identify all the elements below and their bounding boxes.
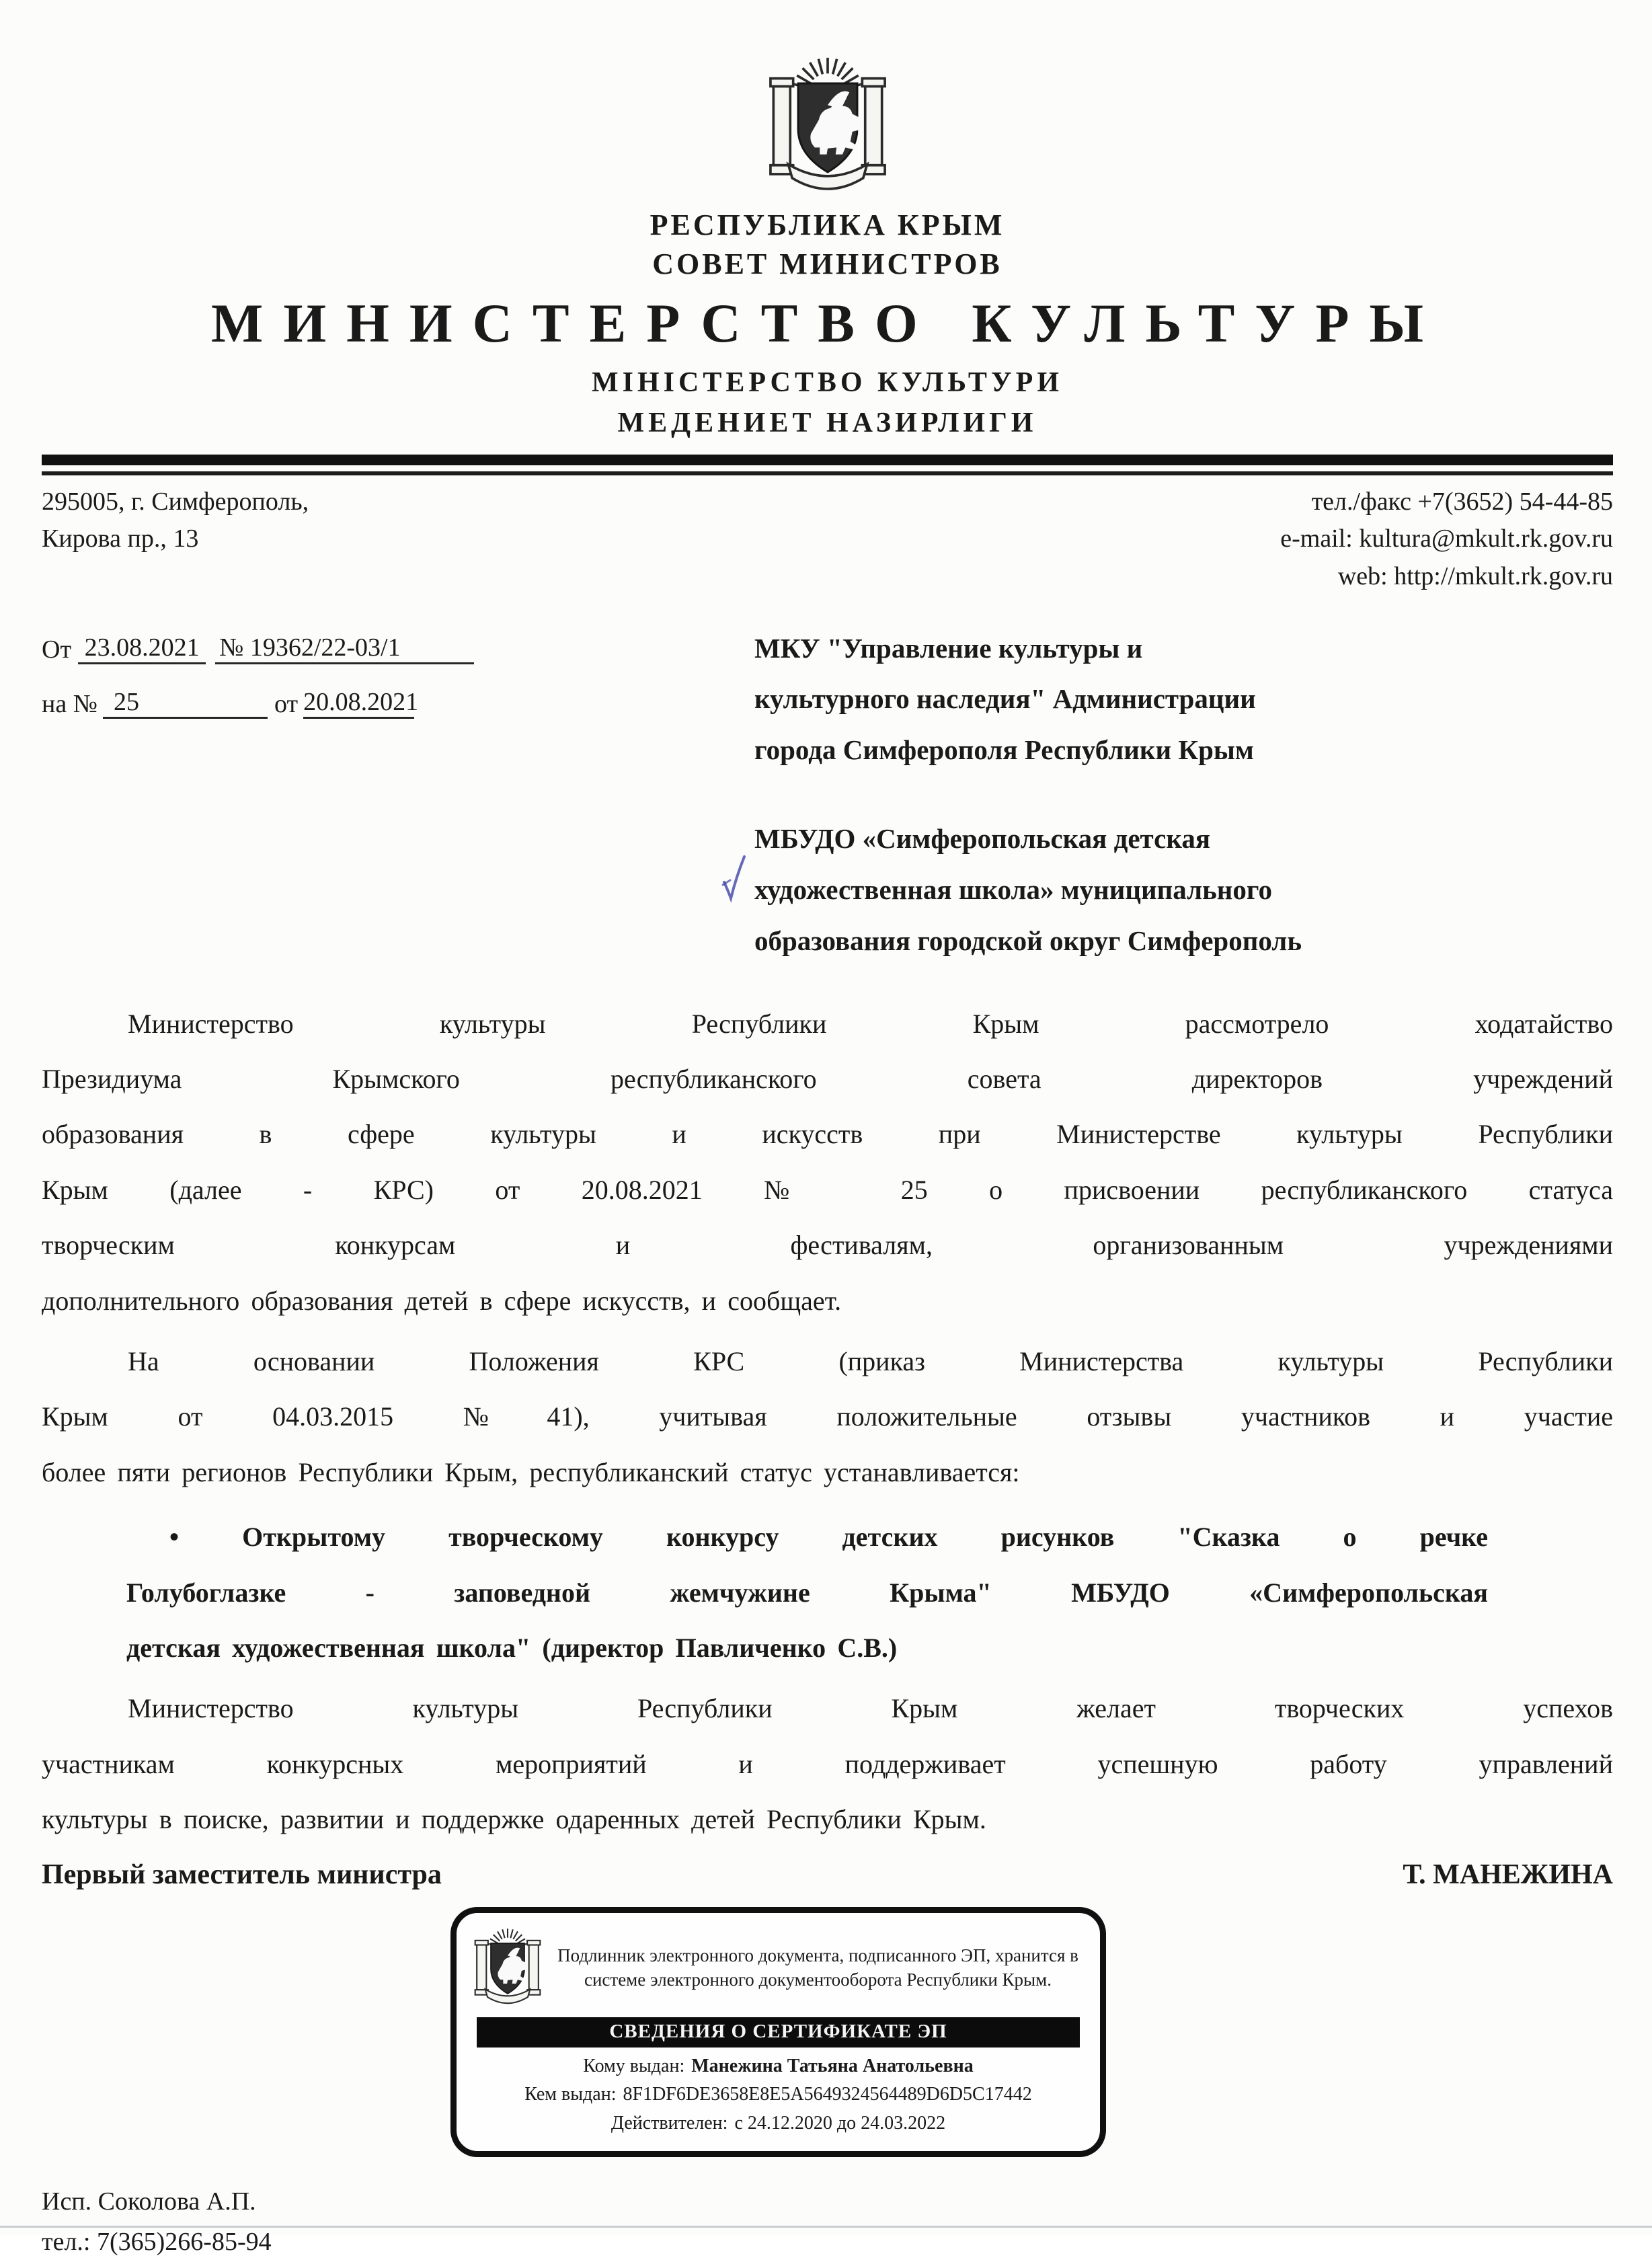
incoming-prefix: на № [42, 689, 97, 718]
recipient-line: города Симферополя Республики Крым [754, 734, 1254, 766]
letterhead-republic-line: РЕСПУБЛИКА КРЫМ [650, 208, 1005, 241]
handwritten-check-mark-icon [721, 849, 749, 912]
body-line: дополнительного образования детей в сфере искусств, и сообщает. [42, 1285, 842, 1316]
certificate-validity [474, 2111, 1083, 2136]
incoming-from-label: от [274, 689, 299, 718]
body-line: образования в сфере культуры и искусств при Министерстве культуры Республики [42, 1119, 1613, 1150]
stamp-intro-line: системе электронного документооборота Республики Крым. [584, 1970, 1052, 1990]
reference-block [42, 623, 754, 967]
executor-name: Исп. Соколова А.П. [42, 2187, 256, 2216]
outgoing-prefix: От [42, 635, 72, 664]
stamp-coat-of-arms-icon [474, 1926, 541, 2011]
issued-to-value: Манежина Татьяна Анатольевна [691, 2055, 974, 2076]
phone-fax: тел./факс +7(3652) 54-44-85 [1311, 488, 1613, 516]
incoming-date: 20.08.2021 [303, 687, 414, 719]
executor-phone: тел.: 7(365)266-85-94 [42, 2228, 272, 2257]
executor-footer [42, 2181, 1613, 2262]
bullet-item-contest [126, 1510, 1488, 1676]
letterhead-ministry-title-crimean-tatar: МЕДЕНИЕТ НАЗИРЛИГИ [617, 407, 1037, 439]
issued-by-label: Кем выдан: [524, 2084, 617, 2105]
signatory-name: Т. МАНЕЖИНА [1403, 1859, 1613, 1890]
signatory-position: Первый заместитель министра [42, 1859, 442, 1890]
body-line: участникам конкурсных мероприятий и поддерживает успешную работу управлений [42, 1748, 1613, 1779]
incoming-number: 25 [103, 687, 268, 719]
paragraph-1 [42, 997, 1613, 1329]
body-line: культуры в поиске, развитии и поддержке одаренных детей Республики Крым. [42, 1804, 986, 1835]
paragraph-2 [42, 1334, 1613, 1500]
certificate-issued-to [474, 2054, 1083, 2079]
validity-label: Действителен: [611, 2113, 728, 2134]
issued-by-value: 8F1DF6DE3658E8E5A5649324564489D6D5C17442 [623, 2084, 1032, 2105]
certificate-issued-by [474, 2082, 1083, 2107]
recipient-line: образования городской округ Симферополь [754, 925, 1302, 956]
letterhead-ministry-title: МИНИСТЕРСТВО КУЛЬТУРЫ [210, 292, 1444, 354]
scan-edge-line [0, 2226, 1652, 2228]
bullet-line: Голубоглазке - заповедной жемчужине Крыма" МБУДО «Симферопольская [126, 1577, 1488, 1608]
certificate-header-bar: СВЕДЕНИЯ О СЕРТИФИКАТЕ ЭП [477, 2017, 1080, 2048]
bullet-line: • Открытому творческому конкурсу детских рисунков "Сказка о речке [169, 1522, 1488, 1553]
recipient-org-2 [754, 814, 1613, 967]
letter-body [42, 997, 1613, 1848]
contact-details [1280, 483, 1613, 594]
address-line-1: 295005, г. Симферополь, [42, 488, 309, 516]
incoming-reference-row [42, 687, 754, 719]
letterhead-rule-thick [42, 455, 1613, 465]
website: web: http://mkult.rk.gov.ru [1337, 561, 1613, 590]
stamp-header [474, 1926, 1083, 2011]
crimea-coat-of-arms-icon [769, 50, 887, 206]
body-line: более пяти регионов Республики Крым, республиканский статус устанавливается: [42, 1456, 1020, 1487]
postal-address [42, 483, 309, 594]
outgoing-number: № 19362/22-03/1 [215, 633, 474, 664]
address-line-2: Кирова пр., 13 [42, 524, 199, 553]
outgoing-reference-row [42, 633, 754, 664]
body-line: Президиума Крымского республиканского совета директоров учреждений [42, 1064, 1613, 1095]
contact-row [42, 483, 1613, 594]
letterhead-rule-thin [42, 471, 1613, 475]
outgoing-date: 23.08.2021 [78, 633, 206, 664]
email: e-mail: kultura@mkult.rk.gov.ru [1280, 524, 1613, 553]
body-line: творческим конкурсам и фестивалям, организованным учреждениями [42, 1230, 1613, 1261]
electronic-signature-stamp [450, 1907, 1106, 2158]
recipient-line: культурного наследия" Администрации [754, 683, 1256, 715]
body-line: Министерство культуры Республики Крым рассмотрело ходатайство [128, 1008, 1613, 1039]
body-line: На основании Положения КРС (приказ Министерства культуры Республики [128, 1346, 1613, 1377]
certificate-details [474, 2054, 1083, 2137]
signature-row [42, 1859, 1613, 1891]
reference-and-recipient [42, 623, 1613, 967]
letterhead-council-line: СОВЕТ МИНИСТРОВ [652, 247, 1002, 281]
body-line: Крым (далее - КРС) от 20.08.2021 № 25 о присвоении республиканского статуса [42, 1174, 1613, 1205]
stamp-intro-line: Подлинник электронного документа, подписанного ЭП, хранится в [557, 1945, 1078, 1966]
recipient-block [754, 623, 1613, 967]
letterhead [42, 50, 1613, 444]
validity-value: с 24.12.2020 до 24.03.2022 [734, 2113, 946, 2134]
letterhead-ministry-title-ukrainian: МІНІСТЕРСТВО КУЛЬТУРИ [591, 366, 1064, 398]
recipient-line: МКУ "Управление культуры и [754, 632, 1143, 664]
recipient-line: МБУДО «Симферопольская детская [754, 823, 1211, 855]
bullet-line: детская художественная школа" (директор Павличенко С.В.) [126, 1632, 898, 1663]
body-line: Крым от 04.03.2015 №41), учитывая положительные отзывы участников и участие [42, 1401, 1613, 1432]
issued-to-label: Кому выдан: [583, 2055, 685, 2076]
paragraph-3 [42, 1681, 1613, 1847]
recipient-line: художественная школа» муниципального [754, 873, 1273, 905]
stamp-intro-text [553, 1944, 1083, 1992]
recipient-org-1 [754, 623, 1613, 777]
body-line: Министерство культуры Республики Крым желает творческих успехов [128, 1693, 1613, 1724]
